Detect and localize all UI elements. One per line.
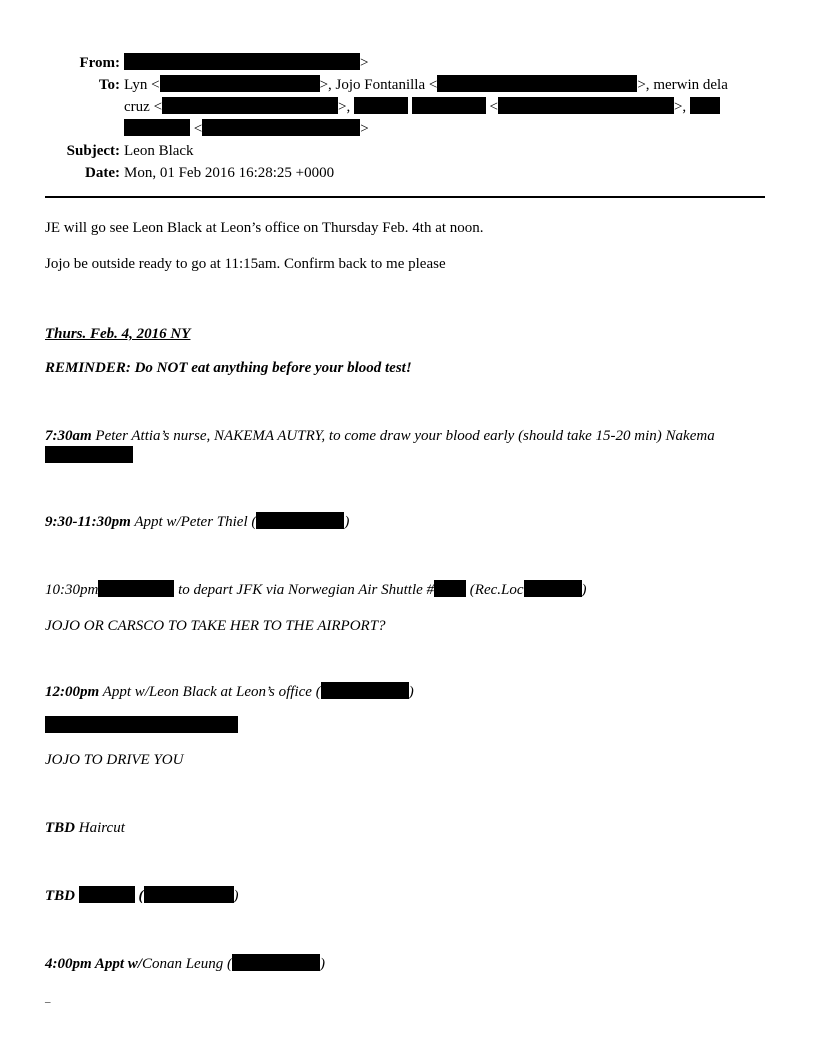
body-line-1: JE will go see Leon Black at Leon’s office on Thursday Feb. 4th at noon. — [45, 220, 484, 236]
redaction — [232, 954, 320, 971]
to-label: To: — [98, 77, 120, 93]
redaction — [124, 119, 190, 136]
event-12pm-redaction — [45, 716, 238, 736]
redaction — [690, 97, 720, 114]
redaction — [124, 53, 360, 70]
redaction — [45, 716, 238, 733]
date-value: Mon, 01 Feb 2016 16:28:25 +0000 — [124, 165, 335, 181]
redaction — [144, 886, 234, 903]
trailing-mark: _ — [45, 992, 51, 1004]
redaction — [256, 512, 344, 529]
event-time: 12:00pm — [45, 684, 100, 700]
date-label: Date: — [85, 165, 120, 181]
to-value: Lyn < >, Jojo Fontanilla < >, merwin dela cruz < >, < >, < > — [124, 77, 728, 137]
event-730am — [45, 426, 715, 446]
event-text: Conan Leung ( — [141, 956, 232, 972]
redaction — [412, 97, 486, 114]
event-730am-redaction — [45, 446, 133, 466]
event-time: 4:00pm Appt w/ — [45, 956, 142, 972]
event-text: Peter Attia’s nurse, NAKEMA AUTRY, to come draw your blood early (should take 15-20 min) Nakema — [95, 428, 715, 444]
redaction — [498, 97, 674, 114]
event-time: 10:30pm — [45, 582, 99, 598]
event-4pm: 4:00pm Appt w/Conan Leung ( ) — [45, 956, 325, 972]
event-text: Appt w/Leon Black at Leon’s office ( — [102, 684, 321, 700]
redaction — [434, 580, 466, 597]
date-row — [40, 162, 770, 184]
event-12pm-note: JOJO TO DRIVE YOU — [45, 752, 184, 768]
event-text: Appt w/Peter Thiel ( — [134, 514, 257, 530]
from-label: From: — [79, 55, 120, 71]
to-row — [40, 74, 770, 140]
body-line-2: Jojo be outside ready to go at 11:15am. Confirm back to me please — [45, 256, 446, 272]
event-text: Haircut — [78, 820, 125, 836]
redaction — [524, 580, 582, 597]
event-text: to depart JFK via Norwegian Air Shuttle # — [178, 582, 435, 598]
event-time: 9:30-11:30pm — [45, 514, 131, 530]
event-tbd-2: TBD ( ) — [45, 888, 239, 904]
subject-label: Subject: — [66, 143, 120, 159]
redaction — [79, 886, 135, 903]
redaction — [98, 580, 174, 597]
event-1030pm: 10:30pm to depart JFK via Norwegian Air Shuttle # (Rec.Loc ) — [45, 582, 587, 598]
header-divider — [45, 196, 765, 198]
from-value: > — [124, 52, 764, 74]
reminder: REMINDER: Do NOT eat anything before your blood test! — [45, 360, 412, 376]
event-tbd-haircut — [45, 818, 125, 838]
redaction — [321, 682, 409, 699]
event-time: TBD — [45, 888, 75, 904]
event-930am: 9:30-11:30pm Appt w/Peter Thiel ( ) — [45, 514, 350, 530]
event-1030pm-note: JOJO OR CARSCO TO TAKE HER TO THE AIRPORT? — [45, 618, 386, 634]
email-header — [40, 52, 770, 184]
redaction — [160, 75, 320, 92]
subject-row — [40, 140, 770, 162]
event-time: TBD — [45, 820, 75, 836]
from-row — [40, 52, 770, 74]
redaction — [202, 119, 360, 136]
redaction — [162, 97, 338, 114]
event-12pm: 12:00pm Appt w/Leon Black at Leon’s office ( ) — [45, 684, 414, 700]
redaction — [45, 446, 133, 463]
event-time: 7:30am — [45, 428, 92, 444]
subject-value: Leon Black — [124, 143, 194, 159]
redaction — [437, 75, 637, 92]
schedule-date-heading: Thurs. Feb. 4, 2016 NY — [45, 326, 191, 342]
redaction — [354, 97, 408, 114]
